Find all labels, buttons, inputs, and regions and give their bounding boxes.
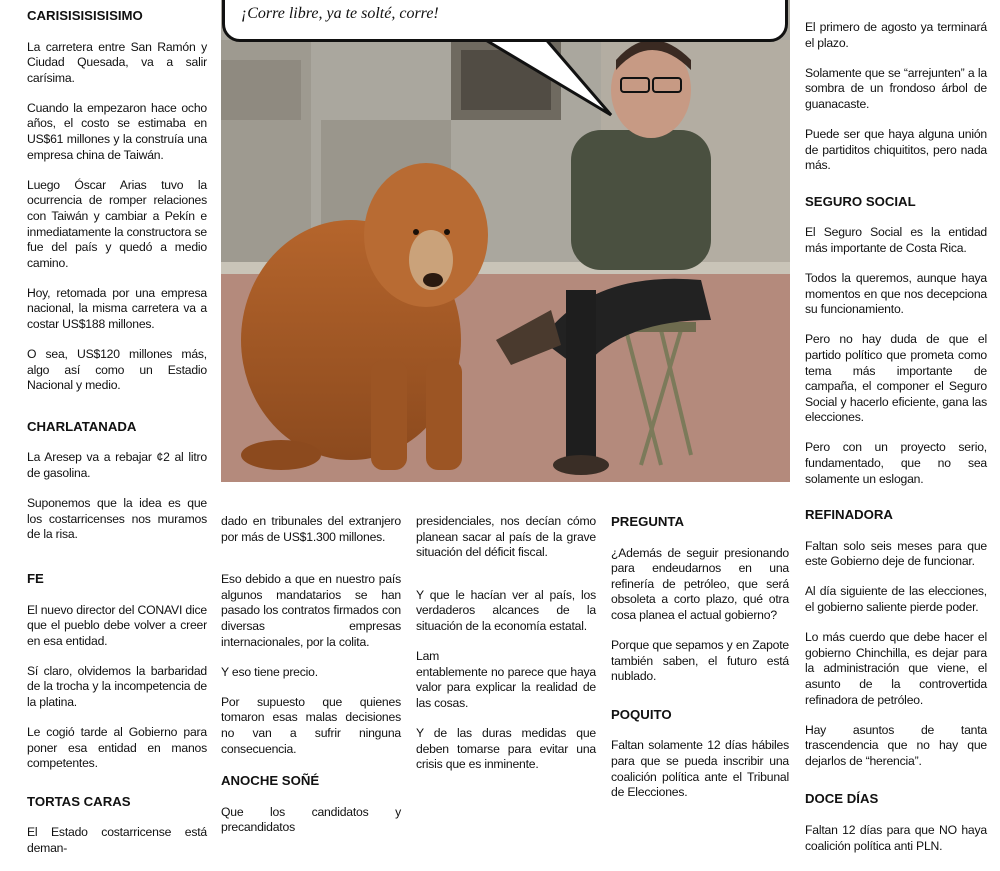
paragraph: Todos la queremos, aunque haya momentos en que nos decepciona su funcionamiento. bbox=[805, 271, 987, 317]
paragraph: La carretera entre San Ramón y Ciudad Quesada, va a salir carísima. bbox=[27, 39, 207, 85]
paragraph: Solamente que se “arrejunten” a la sombra de un frondoso árbol de guanacaste. bbox=[805, 65, 987, 111]
paragraph: O sea, US$120 millones más, algo así como un Estadio Nacional y medio. bbox=[27, 347, 207, 393]
section-title: FE bbox=[27, 570, 44, 586]
paragraph: ¿Además de seguir presionando para endeudarnos en una refinería de petróleo, que será obsoleta a corto plazo, qué otra cosa planea el actual gobierno? bbox=[611, 545, 789, 622]
section-title: DOCE DÍAS bbox=[805, 791, 879, 807]
paragraph: Eso debido a que en nuestro país algunos mandatarios se han pasado los contratos firmados con diversas empresas internacionales, por la colita. bbox=[221, 572, 401, 649]
paragraph: Y de las duras medidas que deben tomarse para evitar una crisis que es inminente. bbox=[416, 725, 596, 772]
paragraph: Hay asuntos de tanta trascendencia que no hay que dejarlos de “herencia”. bbox=[805, 722, 987, 768]
paragraph: Por supuesto que quienes tomaron esas malas decisiones no van a sufrir ninguna consecuencia. bbox=[221, 694, 401, 756]
paragraph: Luego Óscar Arias tuvo la ocurrencia de romper relaciones con Taiwán y cambiar a Pekín e inmediatamente la constructora se fue del país y quedó a medio camino. bbox=[27, 177, 207, 270]
photo-illustration bbox=[221, 0, 790, 482]
paragraph: Faltan solo seis meses para que este Gobierno deje de funcionar. bbox=[805, 538, 987, 569]
paragraph: Faltan solamente 12 días hábiles para que se pueda inscribir una coalición política ante el Tribunal de Elecciones. bbox=[611, 738, 789, 800]
paragraph: Al día siguiente de las elecciones, el gobierno saliente pierde poder. bbox=[805, 584, 987, 615]
column-1 bbox=[27, 8, 207, 871]
paragraph: El primero de agosto ya terminará el plazo. bbox=[805, 20, 987, 50]
speech-bubble-text: ¡Corre libre, ya te solté, corre! bbox=[241, 5, 439, 22]
paragraph: Le cogió tarde al Gobierno para poner esa entidad en manos competentes. bbox=[27, 725, 207, 771]
paragraph: Suponemos que la idea es que los costarricenses nos muramos de la risa. bbox=[27, 496, 207, 542]
paragraph: El Seguro Social es la entidad más importante de Costa Rica. bbox=[805, 225, 987, 255]
section-title: TORTAS CARAS bbox=[27, 793, 131, 809]
column-5 bbox=[805, 20, 987, 869]
paragraph: Que los candidatos y precandidatos bbox=[221, 804, 401, 835]
photo-dog-and-man bbox=[221, 0, 790, 482]
paragraph: dado en tribunales del extranjero por más de US$1.300 millones. bbox=[221, 514, 401, 544]
paragraph: Faltan 12 días para que NO haya coalición política anti PLN. bbox=[805, 822, 987, 853]
paragraph: Puede ser que haya alguna unión de partiditos chiquititos, pero nada más. bbox=[805, 126, 987, 173]
paragraph: Sí claro, olvidemos la barbaridad de la trocha y la incompetencia de la platina. bbox=[27, 663, 207, 709]
section-title: SEGURO SOCIAL bbox=[805, 193, 916, 209]
paragraph: La Aresep va a rebajar ¢2 al litro de gasolina. bbox=[27, 450, 207, 481]
section-title: ANOCHE SOÑÉ bbox=[221, 773, 320, 789]
paragraph: presidenciales, nos decían cómo planean sacar al país de la grave situación del déficit fiscal. bbox=[416, 514, 596, 560]
speech-bubble bbox=[222, 0, 788, 42]
paragraph: Pero con un proyecto serio, fundamentado, que no sea solamente un eslogan. bbox=[805, 440, 987, 486]
paragraph: Y que le hacían ver al país, los verdaderos alcances de la situación de la economía estatal. bbox=[416, 587, 596, 633]
paragraph-fragment: Lam bbox=[416, 649, 440, 664]
paragraph: Lo más cuerdo que debe hacer el gobierno Chinchilla, es dejar para la administración que viene, el asunto de la controvertida refinadora de petróleo. bbox=[805, 630, 987, 707]
column-4 bbox=[611, 514, 789, 815]
paragraph: Pero no hay duda de que el partido político que prometa como tema más importante de campaña, el componer el Seguro Social y hacerlo eficiente, gana las elecciones. bbox=[805, 332, 987, 425]
section-title: CHARLATANADA bbox=[27, 418, 137, 434]
section-title: REFINADORA bbox=[805, 507, 893, 523]
paragraph: El nuevo director del CONAVI dice que el pueblo debe volver a creer en esa entidad. bbox=[27, 602, 207, 648]
paragraph: El Estado costarricense está deman- bbox=[27, 825, 207, 856]
column-3 bbox=[416, 514, 596, 787]
section-title: PREGUNTA bbox=[611, 514, 685, 529]
section-title: POQUITO bbox=[611, 706, 672, 722]
paragraph: Hoy, retomada por una empresa nacional, la misma carretera va a costar US$188 millones. bbox=[27, 285, 207, 331]
paragraph-fragment: entablemente no parece que haya valor para explicar la realidad de las cosas. bbox=[416, 664, 596, 710]
paragraph: Cuando la empezaron hace ocho años, el costo se estimaba en US$61 millones y la construía una empresa china de Taiwán. bbox=[27, 100, 207, 162]
section-title: CARISISISISISIMO bbox=[27, 8, 143, 23]
paragraph bbox=[416, 649, 596, 711]
paragraph: Porque que sepamos y en Zapote también saben, el futuro está nublado. bbox=[611, 638, 789, 684]
paragraph: Y eso tiene precio. bbox=[221, 664, 318, 679]
